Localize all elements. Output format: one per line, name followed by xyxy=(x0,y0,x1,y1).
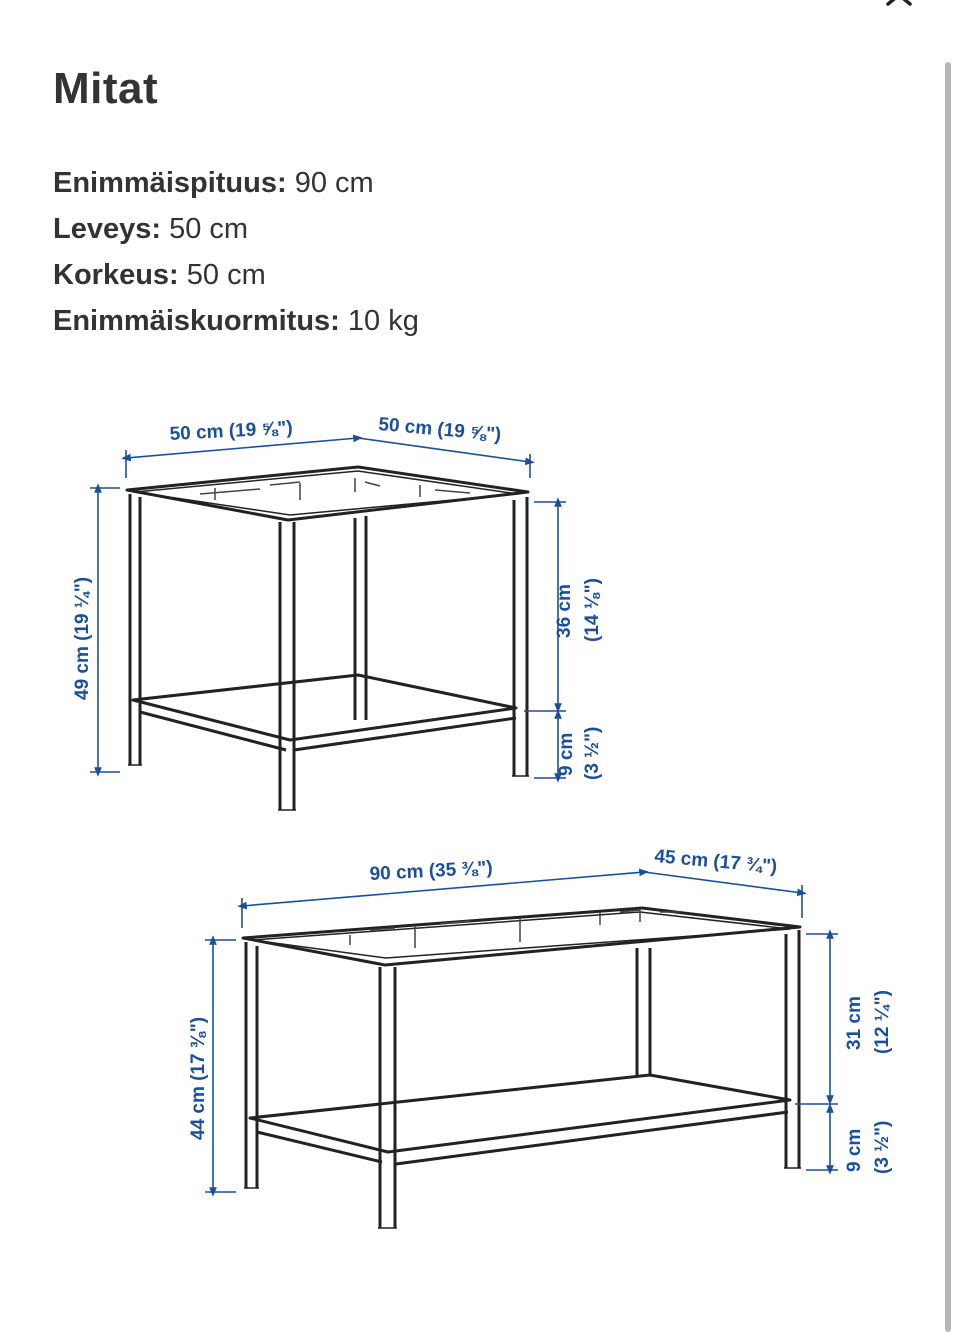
spec-list xyxy=(53,160,419,344)
large-table-total-height-label: 44 cm (17 ⅜") xyxy=(188,1016,209,1140)
large-table-depth-label: 45 cm (17 ¾") xyxy=(653,846,779,878)
spec-row-max-load xyxy=(53,298,419,344)
scrollbar[interactable] xyxy=(945,62,951,1332)
small-table-upper-height-value: 36 cm xyxy=(554,584,575,638)
spec-value: 10 kg xyxy=(347,305,419,337)
spec-label: Korkeus: xyxy=(53,259,179,291)
spec-label: Enimmäispituus: xyxy=(53,167,287,199)
spec-row-max-length xyxy=(53,160,419,206)
small-table-upper-height-inch: (14 ⅛") xyxy=(582,578,603,642)
large-table-length-label: 90 cm (35 ⅜") xyxy=(369,857,494,885)
spec-value: 50 cm xyxy=(169,213,249,245)
small-table-drawing xyxy=(72,414,603,810)
spec-value: 50 cm xyxy=(186,259,266,291)
large-table-shelf-height-inch: (3 ½") xyxy=(872,1120,893,1174)
small-table-width-label: 50 cm (19 ⅝") xyxy=(377,414,503,446)
spec-row-height xyxy=(53,252,419,298)
small-table-depth-label: 50 cm (19 ⅝") xyxy=(169,417,294,445)
close-icon[interactable] xyxy=(880,0,920,16)
large-table-drawing xyxy=(188,846,893,1228)
spec-value: 90 cm xyxy=(294,167,374,199)
close-button[interactable] xyxy=(880,0,920,16)
dimension-diagram xyxy=(60,400,920,1260)
page-title: Mitat xyxy=(53,64,159,113)
large-table-shelf-height-value: 9 cm xyxy=(844,1128,865,1172)
spec-label: Leveys: xyxy=(53,213,162,245)
large-table-upper-height-inch: (12 ¼") xyxy=(872,990,893,1054)
spec-row-width xyxy=(53,206,419,252)
large-table-upper-height-value: 31 cm xyxy=(844,996,865,1050)
small-table-shelf-height-value: 9 cm xyxy=(556,732,577,776)
spec-label: Enimmäiskuormitus: xyxy=(53,305,340,337)
small-table-total-height-label: 49 cm (19 ¼") xyxy=(72,576,93,700)
small-table-shelf-height-inch: (3 ½") xyxy=(582,726,603,780)
